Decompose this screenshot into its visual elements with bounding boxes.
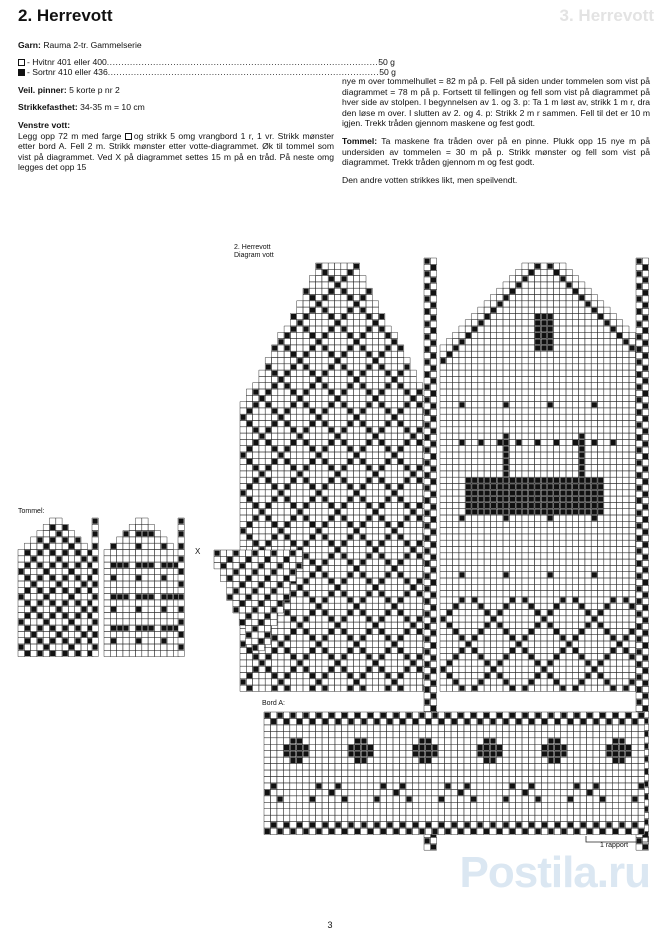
yarn-row-black: - Sort nr 410 eller 436 .............................................................................................. 50 g <box>18 67 334 78</box>
page-number: 3 <box>327 920 333 930</box>
bleed-through-title: 3. Herrevott <box>559 6 654 25</box>
continued-text: nye m over tommelhullet = 82 m på p. Fell på siden under tommelen som vist på diagrammet = 78 m på p. Fortsett til fellingen og fell som vist på diagrammet på hver side av stolpen. I begynnelsen av 1. og 3. p: Ta 1 m løst av, strikk 1 m r, dra den løse m over. I slutten av 2. og 4. p: Strikk 2 m r sammen. Fell til det er 10 m igjen. Trekk tråden gjennom maskene og fest godt. <box>342 76 650 129</box>
thumb-right-divider <box>178 518 184 657</box>
mitten-back-grid <box>440 263 648 691</box>
thumb-left-grid <box>18 518 94 657</box>
yarn-row-white: - Hvit nr 401 eller 400 .............................................................................................. 50 g <box>18 57 334 68</box>
watermark-logo: Postila.ru <box>459 848 650 897</box>
main-diagram-label: 2. Herrevott Diagram vott <box>234 244 274 259</box>
thumb-diagram-label: Tommel: <box>18 508 45 515</box>
repeat-label: 1 rapport <box>600 842 629 849</box>
yarn-amount: 50 g <box>379 67 396 78</box>
page-title: 2. Herrevott <box>18 6 113 25</box>
gauge-line: Strikkefasthet: 34-35 m = 10 cm <box>18 102 145 113</box>
yarn-label: Garn: <box>18 40 41 50</box>
yarn-number: nr 401 eller 400 <box>47 56 107 67</box>
thumb-right-grid <box>104 518 180 657</box>
x-mark-label: X <box>195 547 201 556</box>
border-a-grid <box>264 712 645 835</box>
left-mitten-section: Venstre vott: Legg opp 72 m med farge og strikk 5 omg vrangbord 1 r, 1 vr. Strikk mønster etter bord A. Fell 2 m. Strikk mønster etter votte-diagrammet. Øk til tommel som vist på diagrammet. Ved X på diagrammet settes 15 m på en tråd. På neste omg legges det opp 15 <box>18 119 334 173</box>
thumb-section: Tommel: Ta maskene fra tråden over på en pinne. Plukk opp 15 nye m på undersiden av tommelen = 30 m på p. Strikk mønster og fell som vist på diagrammet. Trekk tråden gjennom m og fest godt. <box>342 135 650 168</box>
yarn-number: nr 410 eller 436 <box>48 67 108 78</box>
yarn-text: Rauma 2-tr. Gammelserie <box>43 40 142 50</box>
needles-line: Veil. pinner: 5 korte p nr 2 <box>18 84 120 95</box>
yarn-amount: 50 g <box>378 56 395 67</box>
thumb-left-divider <box>92 518 98 657</box>
other-mitten-note: Den andre votten strikkes likt, men speilvendt. <box>342 174 518 185</box>
left-mitten-heading: Venstre vott: <box>18 119 71 130</box>
border-diagram-label: Bord A: <box>262 700 285 707</box>
